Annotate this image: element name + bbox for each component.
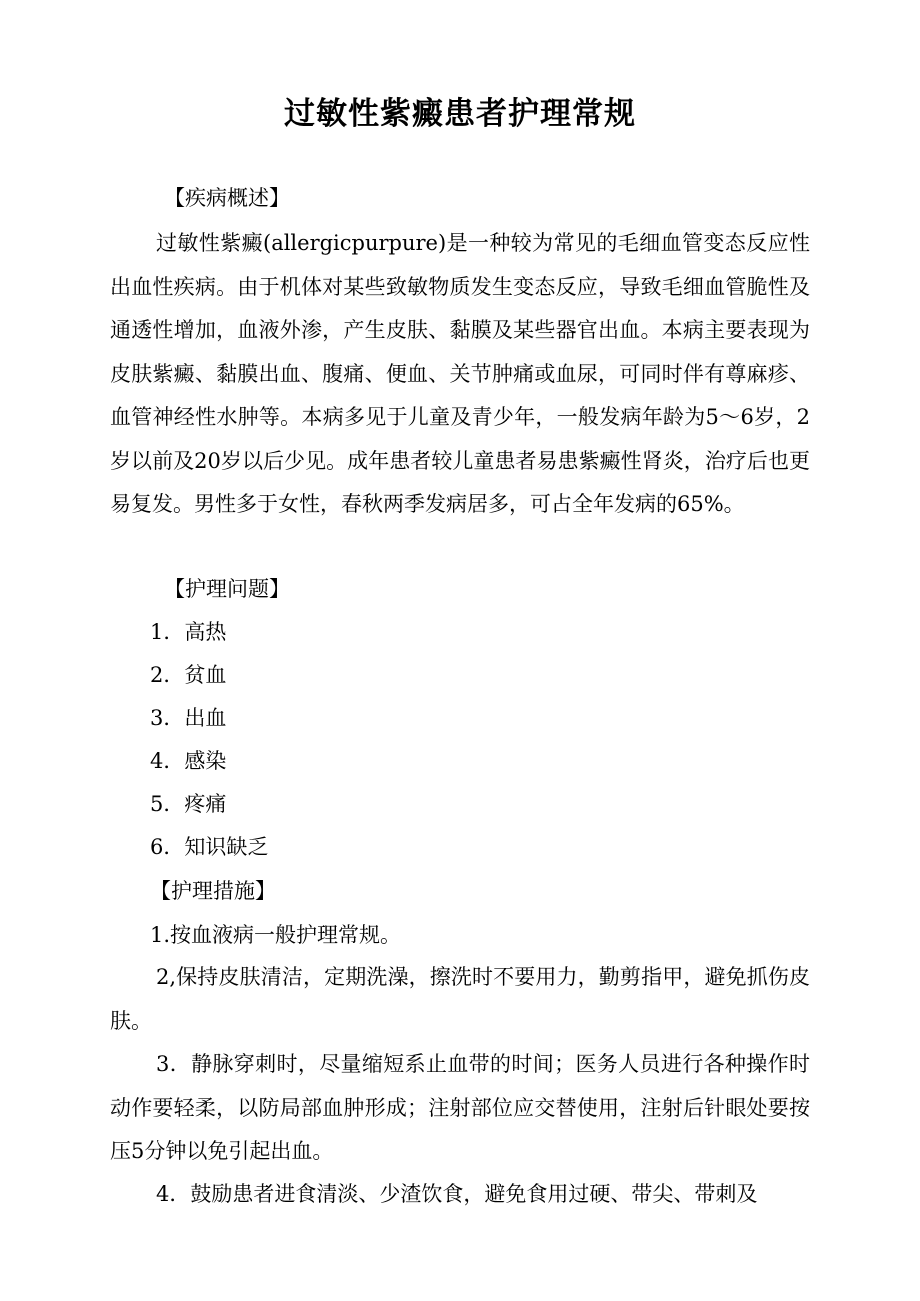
problem-item: 5．疼痛	[150, 792, 227, 816]
problem-item: 6．知识缺乏	[150, 835, 269, 859]
measure-item: 3．静脉穿刺时，尽量缩短系止血带的时间；医务人员进行各种操作时动作要轻柔，以防局部血肿形成；注射部位应交替使用，注射后针眼处要按压5分钟以免引起出血。	[110, 1052, 810, 1163]
document-title: 过敏性紫癜患者护理常规	[284, 96, 636, 132]
section-heading-measures: 【护理措施】	[150, 879, 276, 903]
overview-paragraph: 过敏性紫癜(allergicpurpure)是一种较为常见的毛细血管变态反应性出血性疾病。由于机体对某些致敏物质发生变态反应，导致毛细血管脆性及通透性增加，血液外渗，产生皮肤、黏膜及某些器官出血。本病主要表现为皮肤紫癜、黏膜出血、腹痛、便血、关节肿痛或血尿，可同时伴有尊麻疹、血管神经性水肿等。本病多见于儿童及青少年，一般发病年龄为5～6岁，2岁以前及20岁以后少见。成年患者较儿童患者易患紫癜性肾炎，治疗后也更易复发。男性多于女性，春秋两季发病居多，可占全年发病的65%。	[110, 231, 810, 516]
problem-item: 4．感染	[150, 749, 227, 773]
problem-item: 3．出血	[150, 706, 227, 730]
problem-item: 1．高热	[150, 620, 227, 644]
section-heading-problems: 【护理问题】	[164, 577, 290, 601]
section-heading-overview: 【疾病概述】	[164, 186, 290, 210]
measure-item: 4．鼓励患者进食清淡、少渣饮食，避免食用过硬、带尖、带刺及	[156, 1182, 758, 1206]
measure-item: 2,保持皮肤清洁，定期洗澡，擦洗时不要用力，勤剪指甲，避免抓伤皮肤。	[110, 965, 810, 1033]
measure-item: 1.按血液病一般护理常规。	[150, 923, 402, 947]
problem-item: 2．贫血	[150, 663, 227, 687]
